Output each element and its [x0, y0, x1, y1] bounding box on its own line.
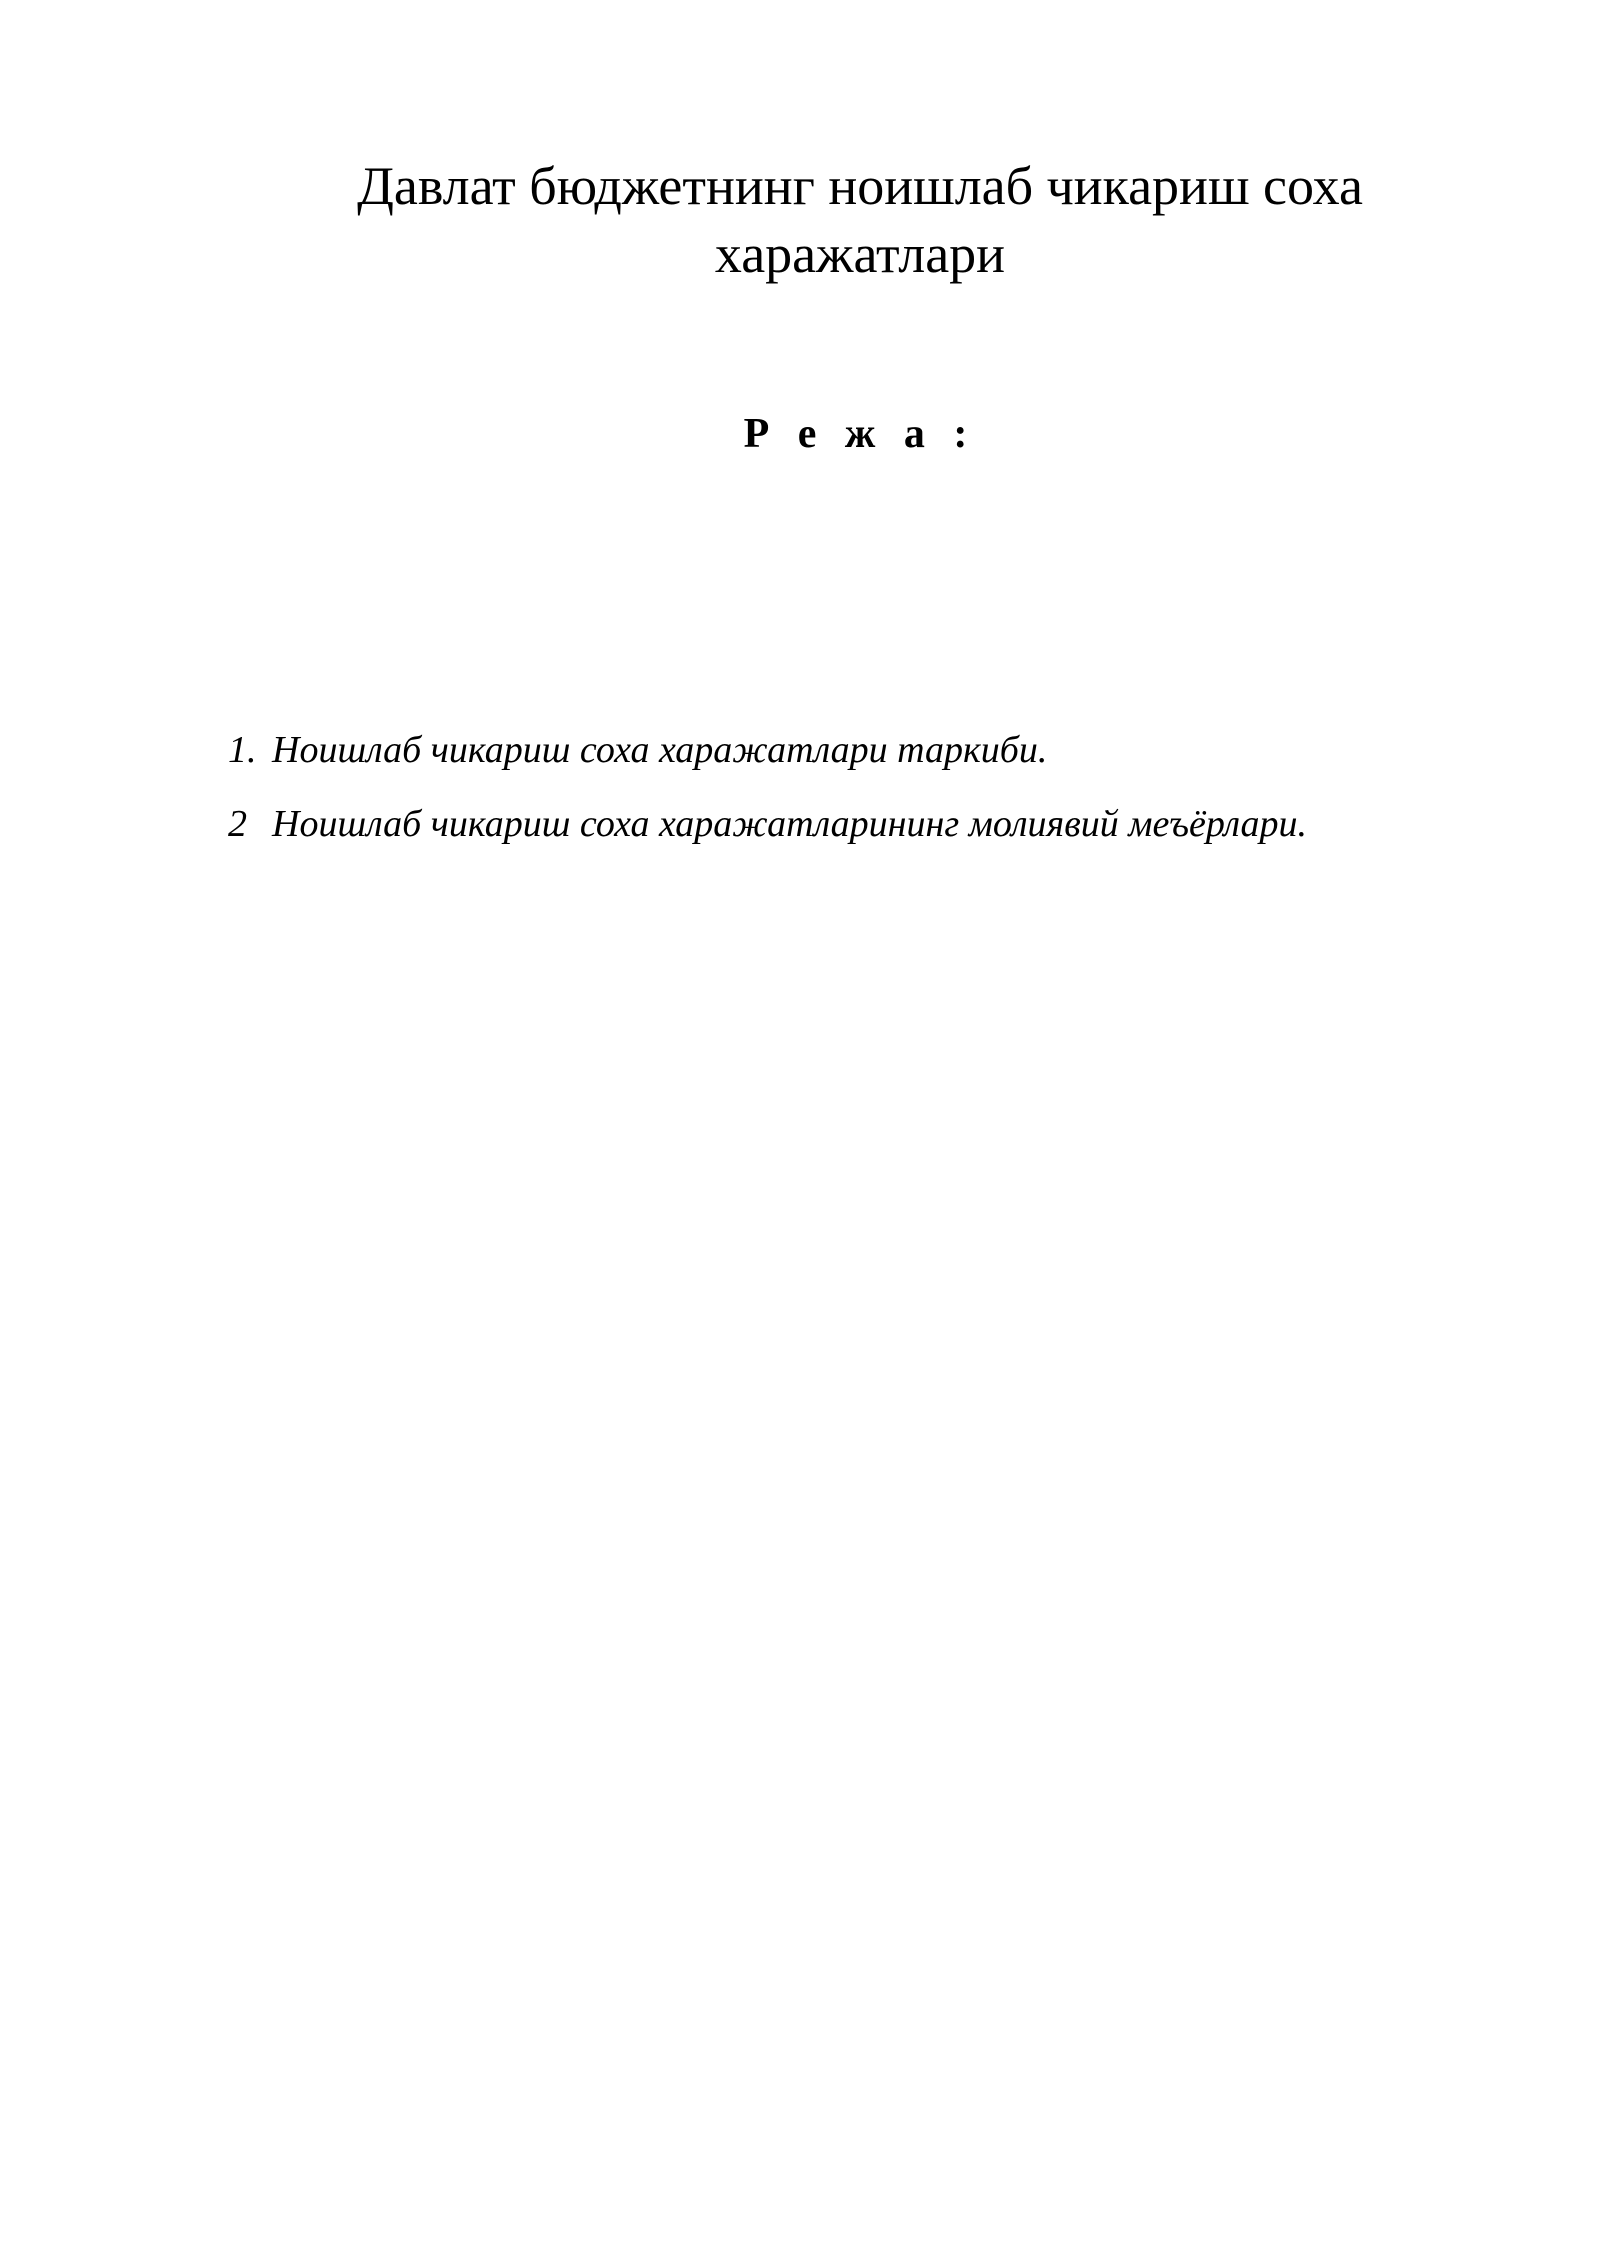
document-title: [260, 152, 1460, 288]
plan-item-number: 2: [228, 803, 247, 845]
plan-heading: Р е ж а :: [743, 411, 977, 457]
plan-item-text: Ноишлаб чикариш соха харажатларининг молиявий меъёрлари.: [272, 803, 1307, 845]
plan-item-text: Ноишлаб чикариш соха харажатлари таркиби.: [272, 729, 1048, 771]
document-title-line-2: харажатлари: [714, 224, 1006, 284]
document-title-line-1: Давлат бюджетнинг ноишлаб чикариш соха: [357, 156, 1363, 216]
plan-item: [228, 799, 1528, 849]
plan-list: [228, 725, 1528, 873]
plan-item-number: 1.: [228, 729, 257, 771]
plan-item: [228, 725, 1528, 775]
